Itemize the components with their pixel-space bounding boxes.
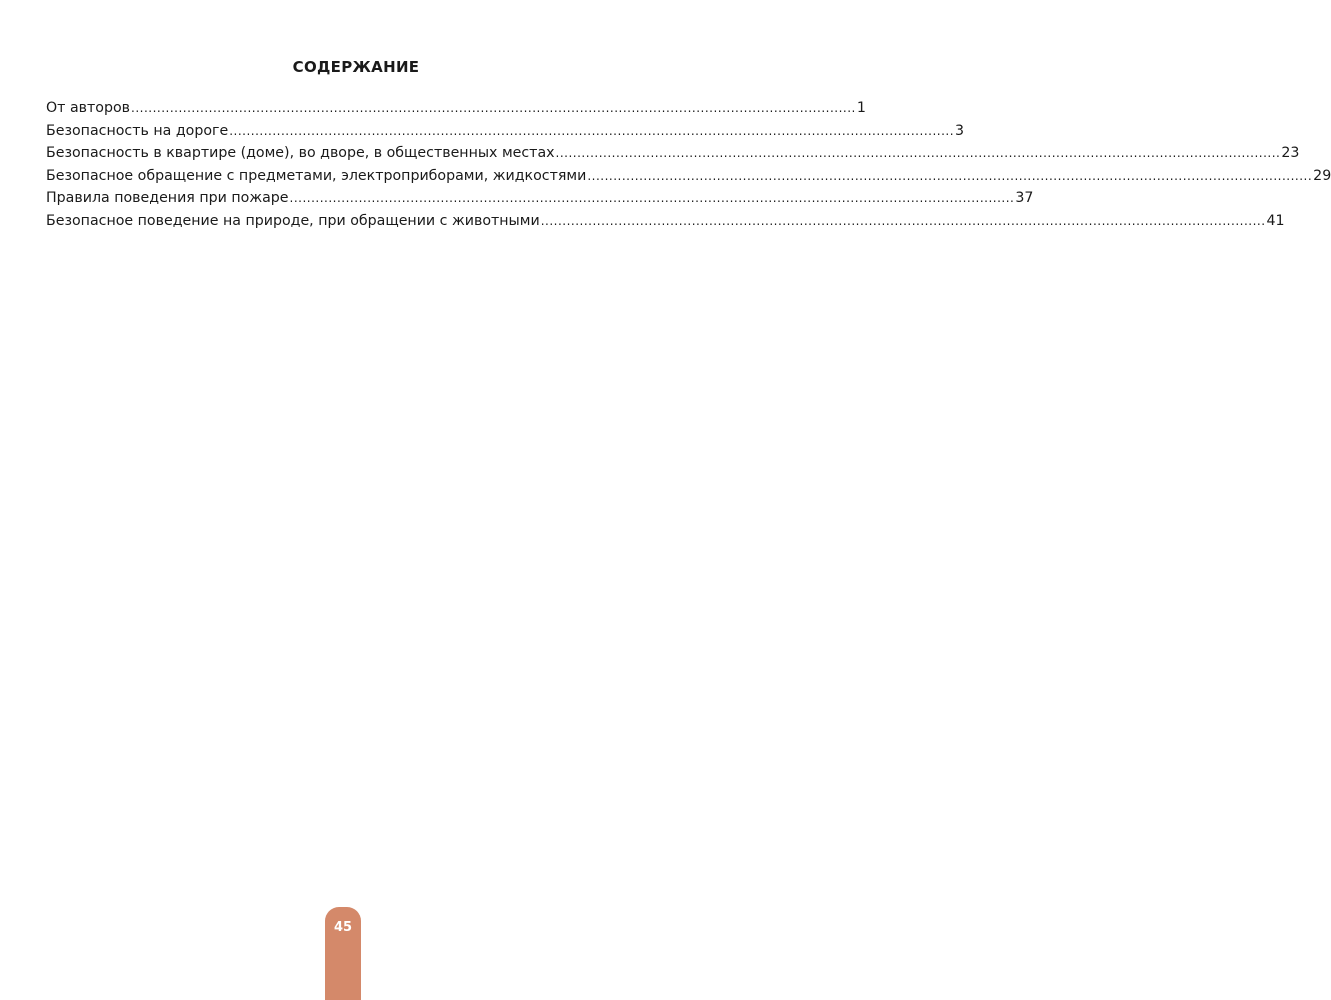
toc-entry-page: 1 xyxy=(856,100,866,116)
toc-entry[interactable] xyxy=(46,190,1034,213)
toc-dot-leader: ........................................................................................................................................................................ xyxy=(555,146,1281,161)
toc-entry-label: От авторов xyxy=(46,100,130,116)
toc-entry[interactable] xyxy=(46,167,1331,191)
toc-entry-page: 29 xyxy=(1313,167,1331,184)
page-number-tab xyxy=(325,907,361,1000)
toc-entry-page: 3 xyxy=(955,122,965,139)
toc-entry[interactable] xyxy=(46,145,1300,168)
toc-entry-label: Безопасность в квартире (доме), во дворе, в общественных местах xyxy=(46,145,555,162)
toc-entry[interactable] xyxy=(46,212,1285,236)
table-of-contents xyxy=(46,100,1331,236)
toc-entry[interactable] xyxy=(46,100,866,123)
page-number: 45 xyxy=(333,920,353,935)
toc-entry[interactable] xyxy=(46,122,965,146)
toc-entry-label: Правила поведения при пожаре xyxy=(46,190,289,207)
toc-dot-leader: ........................................................................................................................................................................ xyxy=(540,213,1266,228)
toc-dot-leader: ........................................................................................................................................................................ xyxy=(587,168,1313,183)
toc-dot-leader: ........................................................................................................................................................................ xyxy=(289,191,1015,206)
toc-dot-leader: ........................................................................................................................................................................ xyxy=(131,101,856,115)
toc-entry-label: Безопасность на дороге xyxy=(46,122,229,139)
toc-entry-label: Безопасное поведение на природе, при обращении с животными xyxy=(46,212,540,229)
toc-entry-label: Безопасное обращение с предметами, электроприборами, жидкостями xyxy=(46,167,587,184)
toc-dot-leader: ........................................................................................................................................................................ xyxy=(229,123,955,138)
toc-entry-page: 37 xyxy=(1015,190,1034,207)
toc-entry-page: 23 xyxy=(1281,145,1300,162)
toc-entry-page: 41 xyxy=(1266,212,1285,229)
page-title: СОДЕРЖАНИЕ xyxy=(292,58,420,76)
